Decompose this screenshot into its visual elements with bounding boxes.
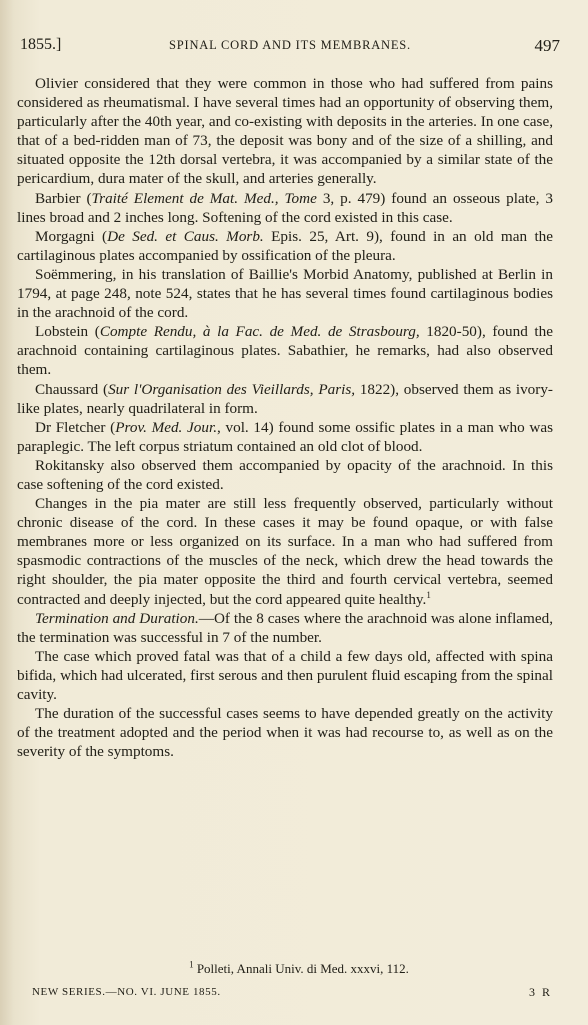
- paragraph-rokitansky: Rokitansky also observed them accompanied by opacity of the arachnoid. In this case softening of the cord existed.: [17, 456, 553, 493]
- page-footer: [32, 985, 552, 999]
- text: Epis. 25, Art. 9), found in an old man the cartilaginous plates accompanied by ossification of the pleura.: [17, 227, 554, 264]
- running-header: [20, 36, 560, 58]
- text: 1820-50), found the arachnoid containing cartilaginous plates. Sabathier, he remarks, had also observed them.: [17, 323, 553, 379]
- text: Barbier (: [35, 189, 92, 207]
- section-heading: Termination and Duration.: [35, 609, 199, 627]
- signature-mark: 3 R: [528, 985, 552, 999]
- text: Dr Fletcher (: [35, 418, 116, 436]
- paragraph-fletcher: [17, 418, 553, 456]
- citation: De Sed. et Caus. Morb.: [107, 227, 264, 245]
- paragraph-lobstein: [17, 322, 553, 379]
- citation: Compte Rendu, à la Fac. de Med. de Strasbourg,: [99, 323, 420, 341]
- paragraph-morgagni: [17, 227, 553, 265]
- footnote-ref: 1: [426, 589, 431, 600]
- paragraph-barbier: [17, 189, 553, 227]
- citation: Traité Element de Mat. Med., Tome: [91, 189, 317, 207]
- text: Chaussard (: [35, 380, 109, 398]
- footnote-mark: 1: [189, 959, 194, 970]
- paragraph-duration: The duration of the successful cases seems to have depended greatly on the activity of the treatment adopted and the period when it was had recourse to, as well as on the severity of the symptoms.: [17, 705, 553, 761]
- header-year: 1855.]: [20, 36, 62, 53]
- paragraph-chaussard: [17, 380, 553, 418]
- text: Changes in the pia mater are still less frequently observed, particularly without chronic disease of the cord. In these cases it may be found opaque, or with false membranes more or less organized on its surface. In a man who had suffered from spasmodic contractions of the muscles of the neck, which drew the head towards the right shoulder, the pia mater opposite the third and fourth cervical vertebra, seemed contracted and deeply injected, but the cord appeared quite healthy.: [17, 495, 553, 608]
- citation: Prov. Med. Jour.: [115, 418, 218, 436]
- text: 1822), observed them as ivory-like plates, nearly quadrilateral in form.: [17, 380, 553, 417]
- footnote-text: Polleti, Annali Univ. di Med. xxxvi, 112.: [193, 961, 409, 976]
- paragraph-fatal-case: The case which proved fatal was that of a child a few days old, affected with spina bifida, which had ulcerated, first serous and then purulent fluid escaping from the spinal cavity.: [17, 647, 553, 703]
- text: —Of the 8 cases where the arachnoid was alone inflamed, the termination was successful in 7 of the number.: [17, 609, 553, 646]
- page-number: 497: [534, 36, 560, 55]
- header-title: SPINAL CORD AND ITS MEMBRANES.: [169, 38, 411, 52]
- body-text: [17, 74, 553, 761]
- paragraph-soemmering: Soëmmering, in his translation of Baillie's Morbid Anatomy, published at Berlin in 1794, at page 248, note 524, states that he has several times found cartilaginous bodies in the arachnoid of the cord.: [17, 265, 553, 322]
- text: Lobstein (: [35, 323, 100, 341]
- paragraph-olivier: Olivier considered that they were common in those who had suffered from pains considered as rheumatismal. I have several times had an opportunity of observing them, particularly after the 40th year, and co-existing with deposits in the arteries. In one case, that of a bed-ridden man of 73, the deposit was bony and of the size of a shilling, and situated opposite the 12th dorsal vertebra, it was accompanied by a similar state of the pericardium, dura mater of the skull, and arteries generally.: [17, 75, 553, 188]
- paragraph-termination: [17, 609, 553, 647]
- text: , vol. 14) found some ossific plates in a man who was paraplegic. The left corpus striatum contained an old clot of blood.: [17, 418, 553, 455]
- text: 3, p. 479) found an osseous plate, 3 lines broad and 2 inches long. Softening of the cord existed in this case.: [17, 189, 553, 226]
- citation: Sur l'Organisation des Vieillards, Paris,: [108, 380, 356, 398]
- footnote: [0, 961, 588, 977]
- text: Morgagni (: [35, 227, 108, 245]
- paragraph-pia-mater: [17, 494, 553, 609]
- series-line: NEW SERIES.—NO. VI. JUNE 1855.: [32, 986, 221, 998]
